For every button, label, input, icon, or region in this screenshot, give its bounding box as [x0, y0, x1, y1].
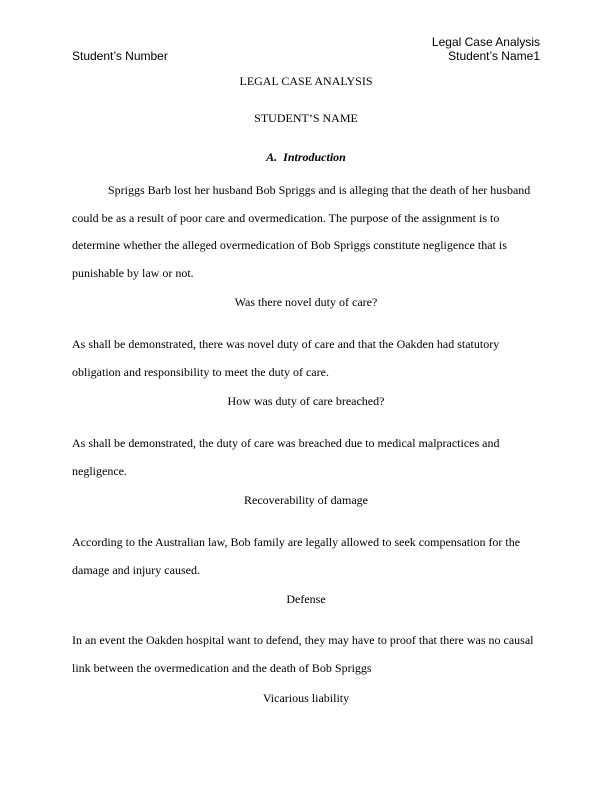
paragraph-line: punishable by law or not. — [72, 265, 194, 280]
heading-breach: How was duty of care breached? — [227, 394, 385, 408]
section-marker: A. — [266, 150, 278, 164]
paragraph-line: obligation and responsibility to meet the duty of care. — [72, 364, 329, 379]
paragraph-line: link between the overmedication and the death of Bob Spriggs — [72, 660, 372, 675]
header-student-number: Student’s Number — [72, 49, 168, 63]
section-heading-text: Introduction — [283, 150, 346, 164]
paragraph-line: determine whether the alleged overmedication of Bob Spriggs constitute negligence that is — [72, 238, 507, 252]
running-header-title: Legal Case Analysis — [431, 35, 540, 49]
paragraph-line: According to the Australian law, Bob family are legally allowed to seek compensation for the — [72, 535, 521, 549]
defense-paragraph — [72, 627, 540, 682]
section-heading — [72, 150, 540, 165]
paragraph-line: Spriggs Barb lost her husband Bob Spriggs and is alleging that the death of her husband — [108, 183, 531, 197]
paragraph-line: In an event the Oakden hospital want to defend, they may have to proof that there was no causal — [72, 633, 534, 647]
header-student-name: Student’s Name — [448, 49, 534, 63]
heading-novel-duty: Was there novel duty of care? — [234, 295, 378, 309]
student-name-line: STUDENT’S NAME — [254, 111, 358, 125]
heading-recoverability: Recoverability of damage — [244, 493, 368, 507]
document-title: LEGAL CASE ANALYSIS — [239, 74, 373, 88]
paragraph-line: As shall be demonstrated, there was novel duty of care and that the Oakden had statutory — [72, 337, 500, 351]
page-number: 1 — [533, 49, 540, 63]
novel-duty-paragraph — [72, 331, 540, 386]
header-student-name-page — [448, 49, 540, 63]
recoverability-paragraph — [72, 529, 540, 584]
heading-defense: Defense — [286, 592, 326, 606]
paragraph-line: negligence. — [72, 463, 127, 478]
heading-vicarious-liability: Vicarious liability — [262, 691, 350, 705]
intro-paragraph — [72, 177, 540, 287]
breach-paragraph — [72, 430, 540, 485]
paragraph-line: As shall be demonstrated, the duty of care was breached due to medical malpractices and — [72, 436, 500, 450]
paragraph-line: could be as a result of poor care and overmedication. The purpose of the assignment is to — [72, 210, 500, 225]
paragraph-line: damage and injury caused. — [72, 562, 200, 577]
